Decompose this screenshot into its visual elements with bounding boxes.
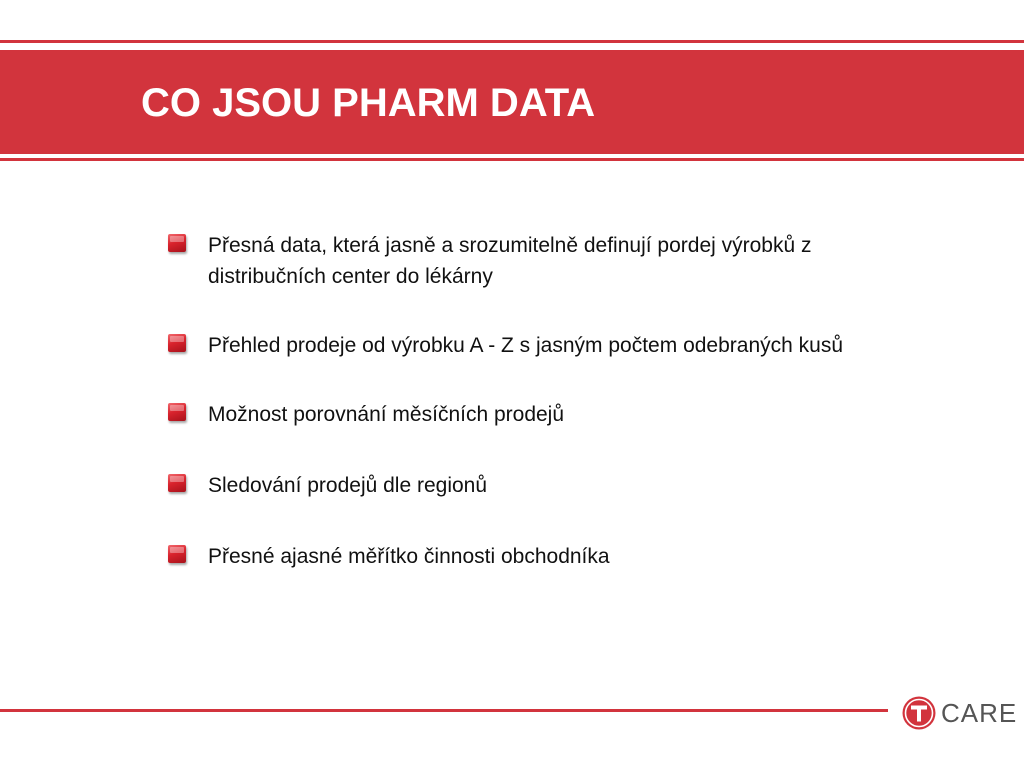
bullet-text: Sledování prodejů dle regionů	[208, 474, 488, 497]
bullet-text: Přehled prodeje od výrobku A - Z s jasným počtem odebraných kusů	[208, 334, 844, 357]
bullet-text: Možnost porovnání měsíčních prodejů	[208, 403, 565, 426]
footer-divider-line	[0, 709, 888, 712]
title-band-underline	[0, 158, 1024, 161]
bullet-list	[168, 230, 888, 612]
red-square-bullet-icon	[168, 234, 186, 252]
red-square-bullet-icon	[168, 545, 186, 563]
red-square-bullet-icon	[168, 403, 186, 421]
top-divider-line	[0, 40, 1024, 43]
care-logo	[901, 695, 1018, 731]
bullet-item	[168, 470, 888, 501]
slide-title: CO JSOU PHARM DATA	[141, 81, 596, 125]
bullet-item	[168, 541, 888, 572]
red-square-bullet-icon	[168, 334, 186, 352]
t-circle-logo-icon	[901, 695, 937, 731]
bullet-text: Přesná data, která jasně a srozumitelně definují pordej výrobků z distribučních center do lékárny	[208, 234, 812, 288]
logo-text: CARE	[941, 698, 1018, 728]
bullet-item	[168, 330, 888, 361]
bullet-text: Přesné ajasné měřítko činnosti obchodníka	[208, 545, 610, 568]
red-square-bullet-icon	[168, 474, 186, 492]
bullet-item	[168, 399, 888, 430]
bullet-item	[168, 230, 888, 292]
